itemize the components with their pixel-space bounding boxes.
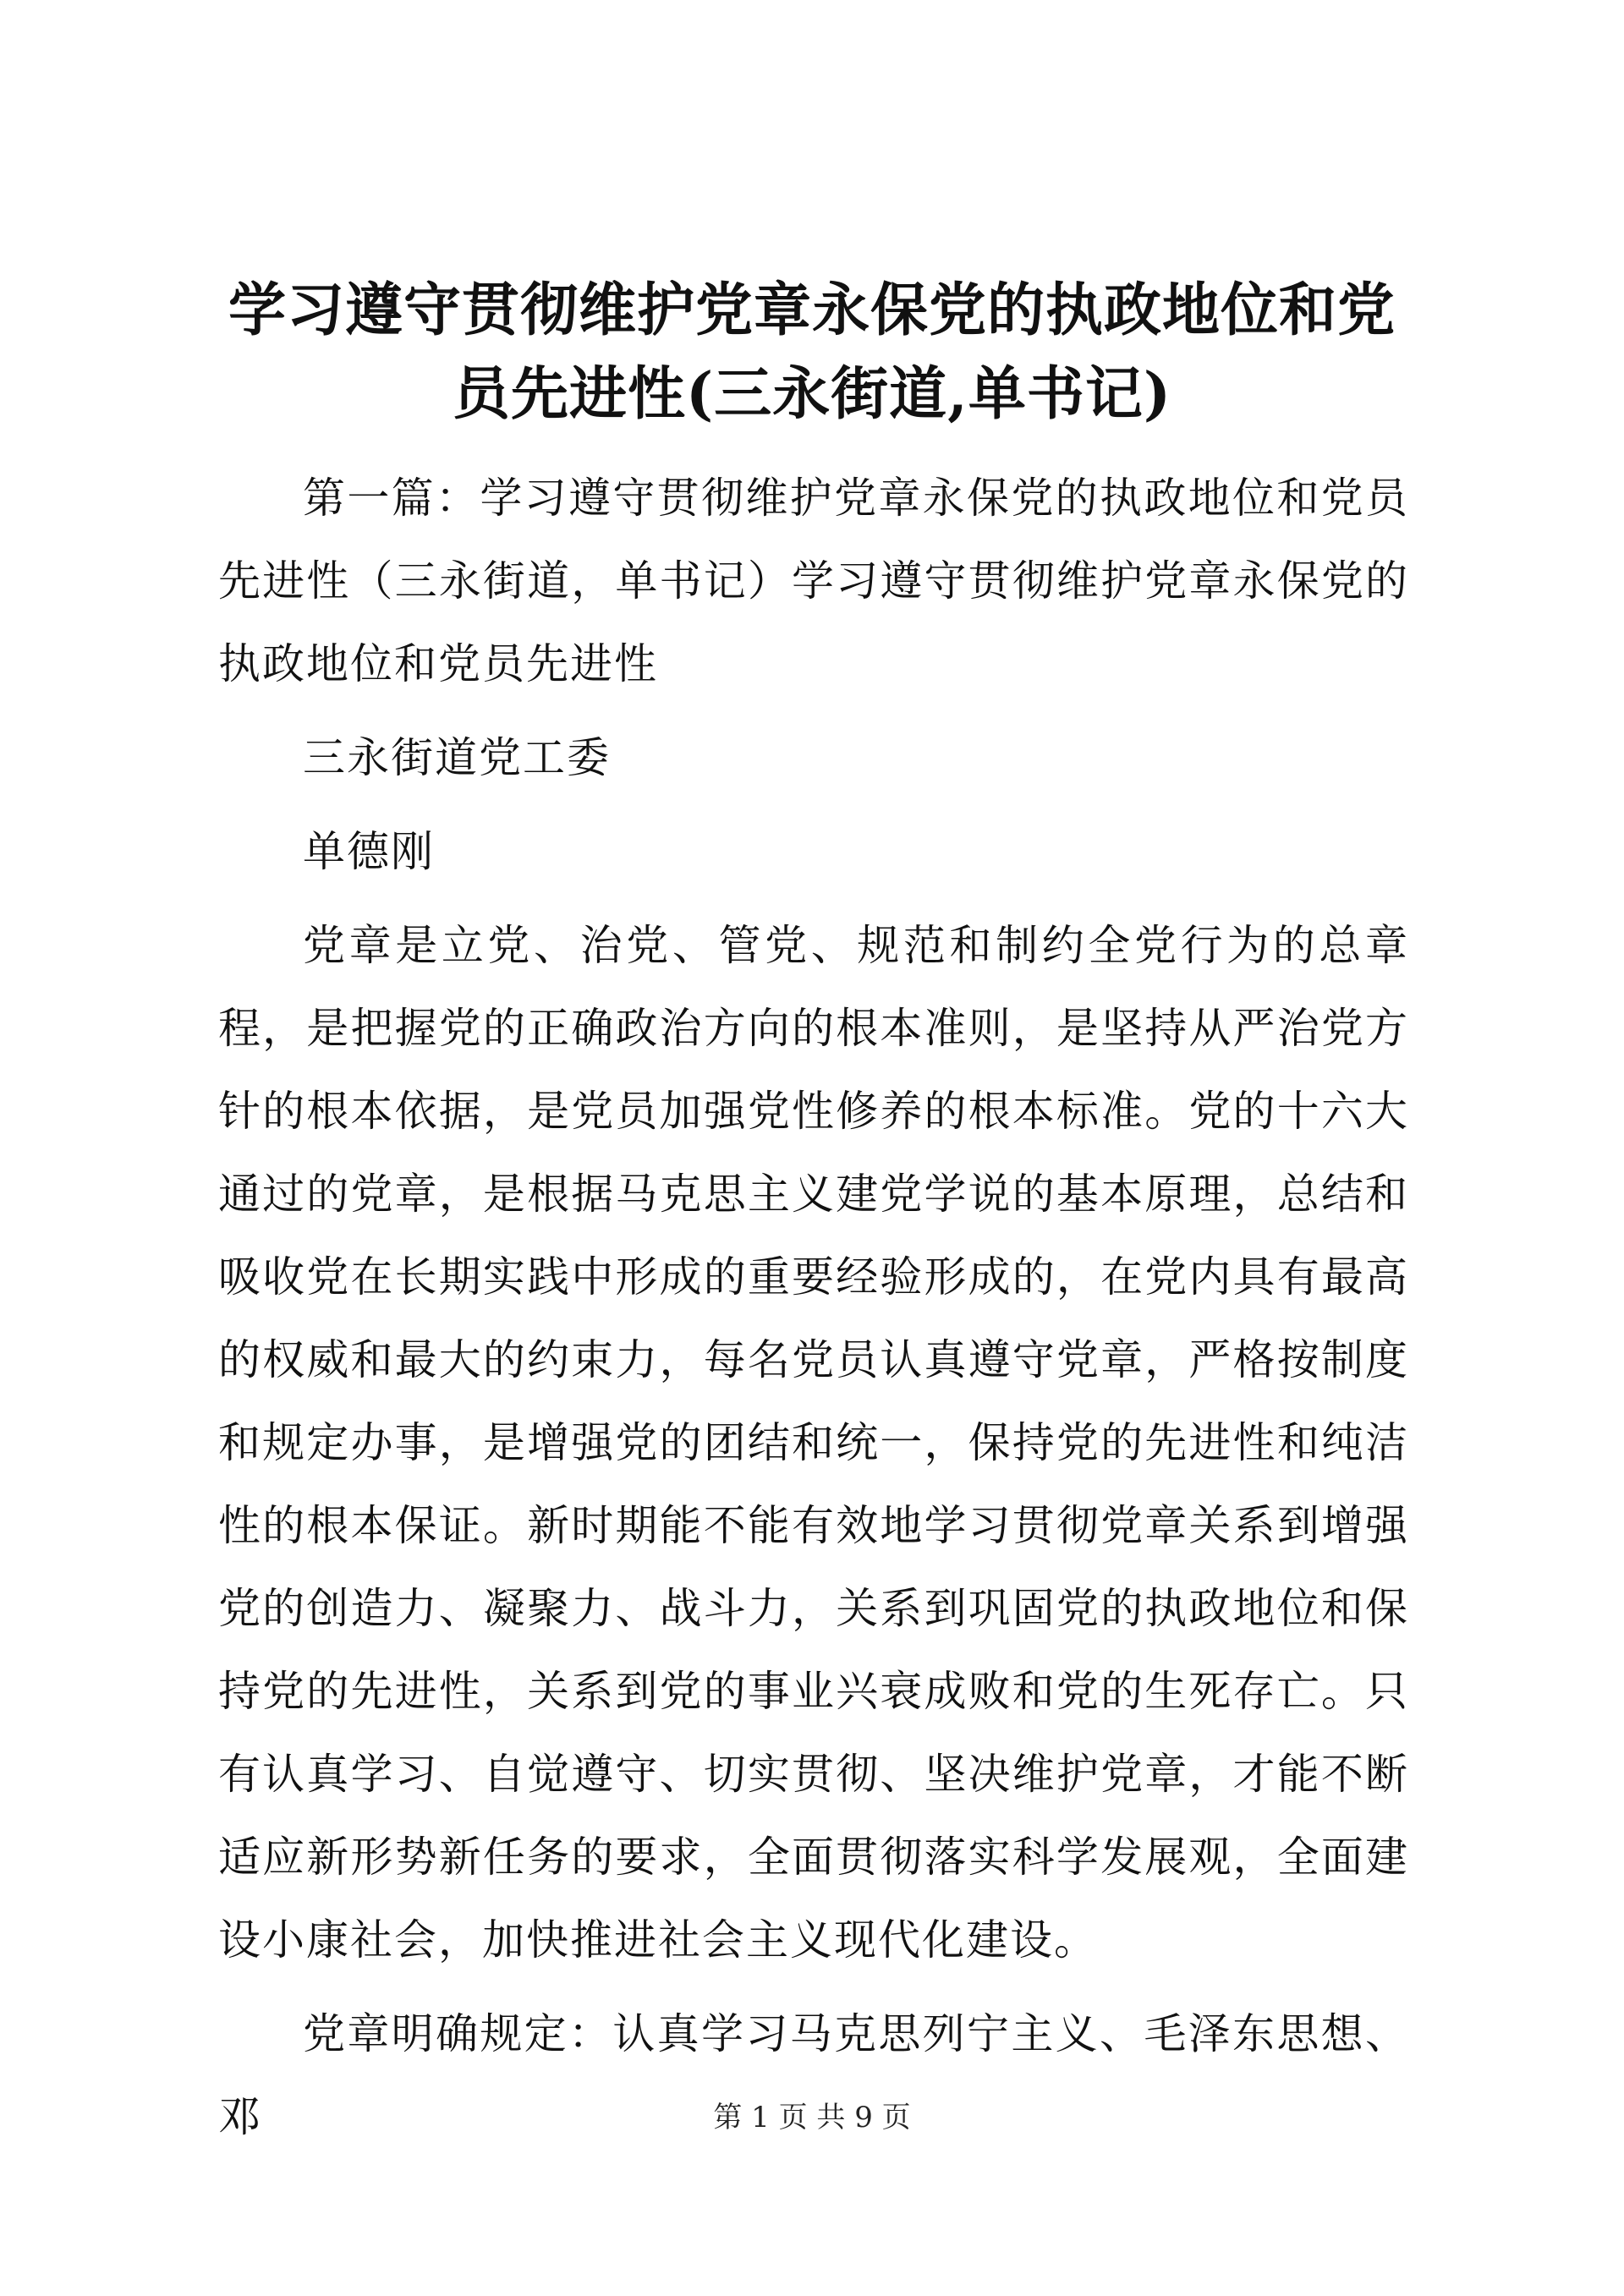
paragraph-organization: 三永街道党工委 [303, 733, 611, 782]
page-footer: 第 1 页 共 9 页 [713, 2101, 911, 2134]
paragraph-heading: 第一篇：学习遵守贯彻维护党章永保党的执政地位和党员先进性（三永街道，单书记）学习遵守贯彻维护党章永保党的执政地位和党员先进性 [218, 474, 1409, 688]
paragraph-main: 党章是立党、治党、管党、规范和制约全党行为的总章程，是把握党的正确政治方向的根本准则，是坚持从严治党方针的根本依据，是党员加强党性修养的根本标准。党的十六大通过的党章，是根据马克思主义建党学说的基本原理，总结和吸收党在长期实践中形成的重要经验形成的，在党内具有最高的权威和最大的约束力，每名党员认真遵守党章，严格按制度和规定办事，是增强党的团结和统一，保持党的先进性和纯洁性的根本保证。新时期能不能有效地学习贯彻党章关系到增强党的创造力、凝聚力、战斗力，关系到巩固党的执政地位和保持党的先进性，关系到党的事业兴衰成败和党的生死存亡。只有认真学习、自觉遵守、切实贯彻、坚决维护党章，才能不断适应新形势新任务的要求，全面贯彻落实科学发展观，全面建设小康社会，加快推进社会主义现代化建设。 [218, 921, 1409, 1964]
paragraph-continuation: 党章明确规定：认真学习马克思列宁主义、毛泽东思想、邓 [218, 2009, 1409, 2141]
paragraph-author: 单德刚 [303, 827, 435, 876]
document-body [218, 457, 1409, 2169]
document-title: 学习遵守贯彻维护党章永保党的执政地位和党员先进性(三永街道,单书记) [228, 277, 1396, 428]
